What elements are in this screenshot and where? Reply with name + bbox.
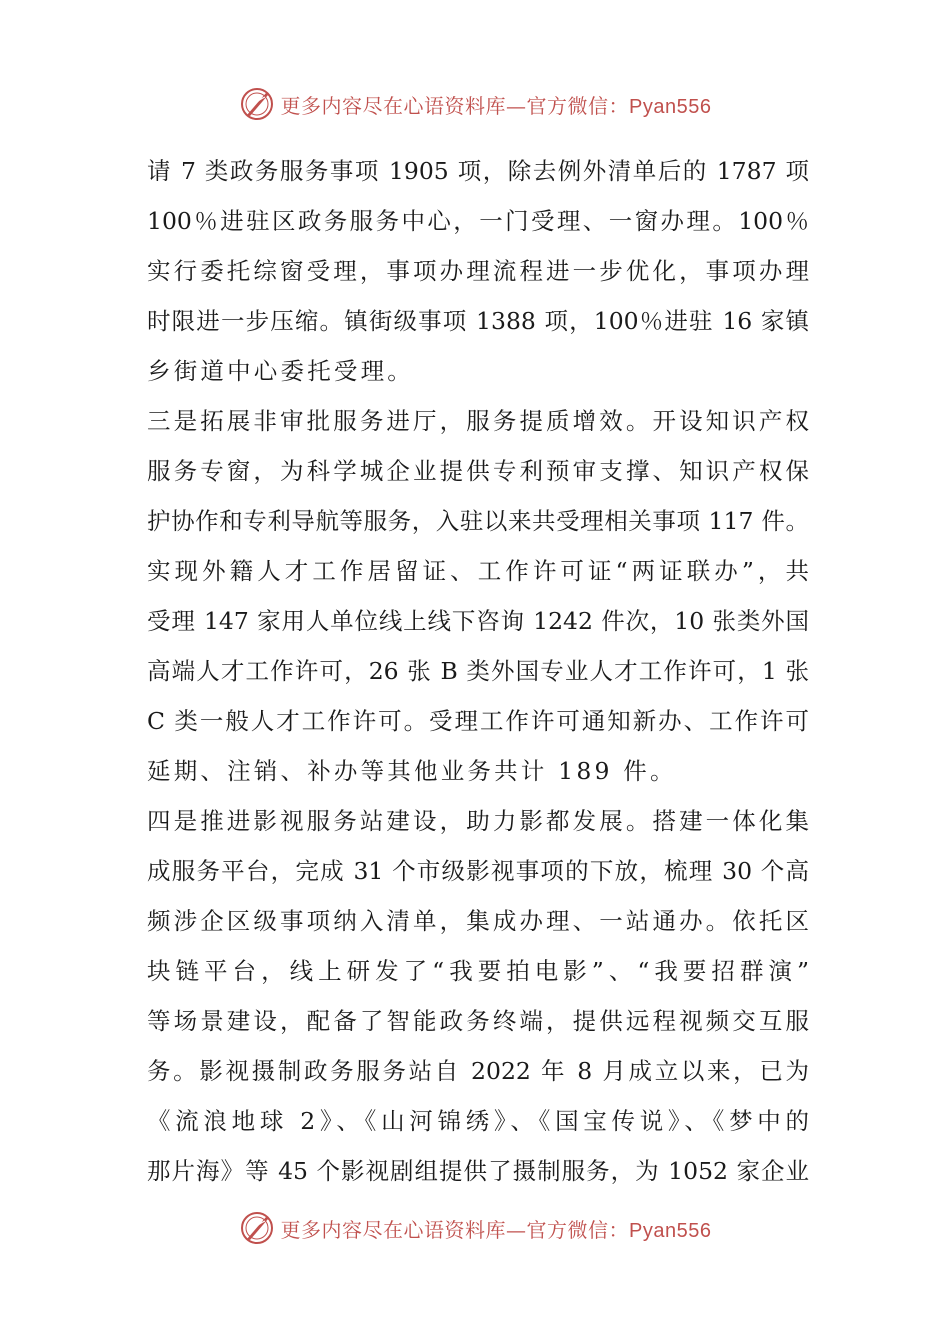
quill-logo-icon — [239, 1210, 275, 1246]
document-body — [147, 146, 809, 1196]
text-line: 实行委托综窗受理，事项办理流程进一步优化，事项办理 — [147, 257, 809, 285]
text-line: 四是推进影视服务站建设，助力影都发展。搭建一体化集 — [147, 807, 809, 835]
text-line: 延期、注销、补办等其他业务共计 189 件。 — [147, 757, 677, 785]
footer-watermark-banner — [0, 1208, 950, 1248]
text-line: 100％进驻区政务服务中心，一门受理、一窗办理。100％ — [147, 207, 809, 235]
text-line: 成服务平台，完成 31 个市级影视事项的下放，梳理 30 个高 — [147, 857, 809, 885]
text-line: 实现外籍人才工作居留证、工作许可证“两证联办”，共 — [147, 557, 809, 585]
watermark-text: 更多内容尽在心语资料库—官方微信：Pyan556 — [280, 1217, 712, 1242]
text-line: 请 7 类政务服务事项 1905 项，除去例外清单后的 1787 项 — [147, 157, 809, 185]
text-line: 块链平台，线上研发了“我要拍电影”、“我要招群演” — [147, 957, 809, 985]
text-line: 频涉企区级事项纳入清单，集成办理、一站通办。依托区 — [147, 907, 809, 935]
text-line: 时限进一步压缩。镇街级事项 1388 项，100％进驻 16 家镇 — [147, 307, 809, 335]
wechat-id: Pyan556 — [629, 1219, 712, 1242]
watermark-text: 更多内容尽在心语资料库—官方微信：Pyan556 — [280, 93, 712, 118]
text-line: 乡街道中心委托受理。 — [147, 357, 414, 385]
text-line: 服务专窗，为科学城企业提供专利预审支撑、知识产权保 — [147, 457, 809, 485]
text-line: C 类一般人才工作许可。受理工作许可通知新办、工作许可 — [147, 707, 809, 735]
text-line: 那片海》等 45 个影视剧组提供了摄制服务，为 1052 家企业 — [147, 1157, 809, 1185]
header-watermark-banner — [0, 84, 950, 124]
text-line: 受理 147 家用人单位线上线下咨询 1242 件次，10 张类外国 — [147, 607, 809, 635]
text-line: 务。影视摄制政务服务站自 2022 年 8 月成立以来，已为 — [147, 1057, 809, 1085]
text-line: 等场景建设，配备了智能政务终端，提供远程视频交互服 — [147, 1007, 809, 1035]
text-line: 高端人才工作许可，26 张 B 类外国专业人才工作许可，1 张 — [147, 657, 809, 685]
wechat-id: Pyan556 — [629, 95, 712, 118]
text-line: 《流浪地球 2》、《山河锦绣》、《国宝传说》、《梦中的 — [147, 1107, 809, 1135]
text-line: 护协作和专利导航等服务，入驻以来共受理相关事项 117 件。 — [147, 507, 809, 535]
quill-logo-icon — [239, 86, 275, 122]
text-line: 三是拓展非审批服务进厅，服务提质增效。开设知识产权 — [147, 407, 809, 435]
